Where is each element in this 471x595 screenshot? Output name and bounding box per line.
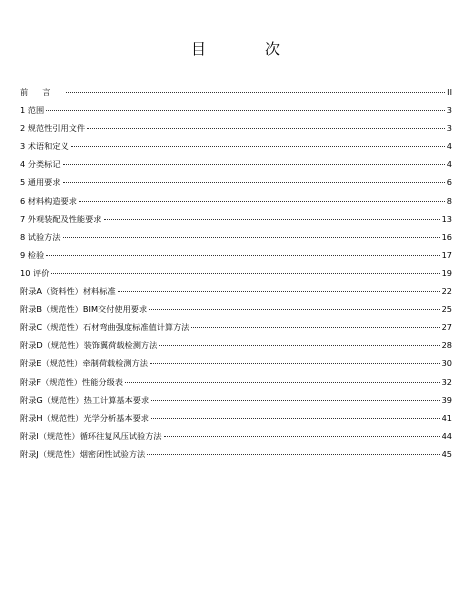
dot-leader (46, 110, 445, 111)
dot-leader (63, 237, 440, 238)
toc-entry[interactable] (20, 119, 452, 137)
toc-entry-label: 附录I（规范性）循环往复风压试验方法 (20, 430, 162, 441)
dot-leader (87, 128, 445, 129)
toc-entry-page-number: 44 (441, 430, 452, 441)
toc-entry-label: 8 试验方法 (20, 231, 61, 242)
toc-entry-label: 10 评价 (20, 267, 50, 278)
toc-entry-label: 附录G（规范性）热工计算基本要求 (20, 394, 150, 405)
toc-entry-label: 附录A（资料性）材料标准 (20, 286, 116, 297)
toc-entry-page-number: 3 (446, 105, 452, 116)
dot-leader (125, 382, 440, 383)
toc-entry[interactable] (20, 354, 452, 372)
toc-entry-page-number: 13 (441, 213, 452, 224)
toc-entry-page-number: 8 (446, 195, 452, 206)
toc-entry-label: 4 分类标记 (20, 159, 61, 170)
toc-entry[interactable] (20, 155, 452, 173)
page-title: 目 次 (190, 40, 302, 58)
dot-leader (51, 273, 439, 274)
toc-entry-label: 附录F（规范性）性能分级表 (20, 376, 123, 387)
toc-entry[interactable] (20, 264, 452, 282)
toc-entry-label: 附录D（规范性）装饰翼荷载检测方法 (20, 340, 158, 351)
dot-leader (104, 219, 440, 220)
dot-leader (71, 146, 445, 147)
dot-leader (79, 201, 445, 202)
toc-entry-page-number: 25 (441, 304, 452, 315)
toc-entry-label: 2 规范性引用文件 (20, 123, 86, 134)
toc-entry-page-number: 32 (441, 376, 452, 387)
toc-entry-page-number: 16 (441, 231, 452, 242)
dot-leader (159, 345, 439, 346)
toc-entry-label: 3 术语和定义 (20, 141, 69, 152)
toc-entry-page-number: 4 (446, 141, 452, 152)
toc-entry[interactable] (20, 427, 452, 445)
toc-entry-page-number: 28 (441, 340, 452, 351)
toc-entry[interactable] (20, 192, 452, 210)
dot-leader (66, 92, 445, 93)
toc-entry-page-number: 39 (441, 394, 452, 405)
dot-leader (63, 182, 445, 183)
dot-leader (46, 255, 439, 256)
toc-entry-page-number: 17 (441, 249, 452, 260)
dot-leader (118, 291, 440, 292)
toc-entry-label: 前言 (20, 87, 65, 97)
toc-entry[interactable] (20, 246, 452, 264)
toc-entry[interactable] (20, 409, 452, 427)
toc-entry-page-number: 30 (441, 358, 452, 369)
toc-entry-page-number: 3 (446, 123, 452, 134)
dot-leader (191, 327, 439, 328)
toc-entry[interactable] (20, 228, 452, 246)
toc-entry[interactable] (20, 173, 452, 191)
toc-entry-page-number: 22 (441, 286, 452, 297)
toc-entry[interactable] (20, 300, 452, 318)
dot-leader (147, 454, 439, 455)
dot-leader (150, 363, 440, 364)
toc-entry-page-number: 6 (446, 177, 452, 188)
toc-entry-label: 附录C（规范性）石材弯曲强度标准值计算方法 (20, 322, 190, 333)
toc-entry[interactable] (20, 83, 452, 101)
dot-leader (164, 436, 440, 437)
toc-entry-label: 附录H（规范性）光学分析基本要求 (20, 412, 149, 423)
toc-entry-page-number: II (447, 87, 452, 97)
toc-entry-page-number: 41 (441, 412, 452, 423)
dot-leader (149, 309, 439, 310)
toc-entry[interactable] (20, 318, 452, 336)
toc-entry[interactable] (20, 336, 452, 354)
toc-entry[interactable] (20, 101, 452, 119)
toc-entry[interactable] (20, 373, 452, 391)
dot-leader (63, 164, 445, 165)
toc-entry-page-number: 4 (446, 159, 452, 170)
toc-entry-label: 6 材料构造要求 (20, 195, 77, 206)
toc-entry-label: 7 外观装配及性能要求 (20, 213, 102, 224)
dot-leader (151, 400, 439, 401)
toc-entry[interactable] (20, 282, 452, 300)
toc-entry[interactable] (20, 391, 452, 409)
toc-entry-label: 1 范围 (20, 105, 45, 116)
toc-entry[interactable] (20, 445, 452, 463)
toc-entry-page-number: 45 (441, 448, 452, 459)
toc-entry-label: 附录J（规范性）烟密闭性试验方法 (20, 448, 146, 459)
toc-entry-page-number: 27 (441, 322, 452, 333)
toc-entry-label: 附录E（规范性）牵制荷载检测方法 (20, 358, 148, 369)
dot-leader (151, 418, 440, 419)
toc-entry-label: 附录B（规范性）BIM交付使用要求 (20, 304, 148, 315)
toc-entry[interactable] (20, 137, 452, 155)
toc-entry-label: 5 通用要求 (20, 177, 61, 188)
table-of-contents (20, 83, 452, 463)
toc-entry-page-number: 19 (441, 267, 452, 278)
toc-entry[interactable] (20, 210, 452, 228)
toc-entry-label: 9 检验 (20, 249, 45, 260)
